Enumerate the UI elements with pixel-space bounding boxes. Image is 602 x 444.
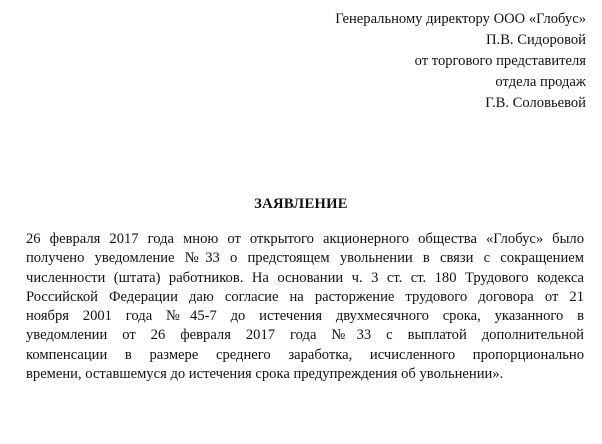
body-line: уведомлении от 26 февраля 2017 года №33 с выплатой дополнительной xyxy=(26,327,584,344)
document-title: ЗАЯВЛЕНИЕ xyxy=(254,196,348,212)
body-line: компенсации в размере среднего заработка, исчисленного пропорционально xyxy=(26,346,584,363)
body-line: получено уведомление №33 о предстоящем увольнении в связи с сокращением xyxy=(26,250,584,267)
addressee-name: П.В. Сидоровой xyxy=(486,32,586,48)
addressee-position: Генеральному директору ООО «Глобус» xyxy=(335,11,586,27)
body-line: численности (штата) работников. На основании ч. 3 ст. ст. 180 Трудового кодекса xyxy=(26,269,584,286)
sender-department: отдела продаж xyxy=(495,74,586,90)
sender-position: от торгового представителя xyxy=(414,53,586,69)
body-line: 26 февраля 2017 года мною от открытого акционерного общества «Глобус» было xyxy=(26,231,584,247)
body-line: ноября 2001 года №45-7 до истечения двухмесячного срока, указанного в xyxy=(26,308,584,325)
document-body xyxy=(26,230,584,384)
body-line: времени, оставшемуся до истечения срока предупреждения об увольнении». xyxy=(26,366,504,383)
body-line: Российской Федерации даю согласие на расторжение трудового договора от 21 xyxy=(26,288,584,305)
sender-name: Г.В. Соловьевой xyxy=(485,95,586,111)
addressee-block xyxy=(266,9,586,114)
